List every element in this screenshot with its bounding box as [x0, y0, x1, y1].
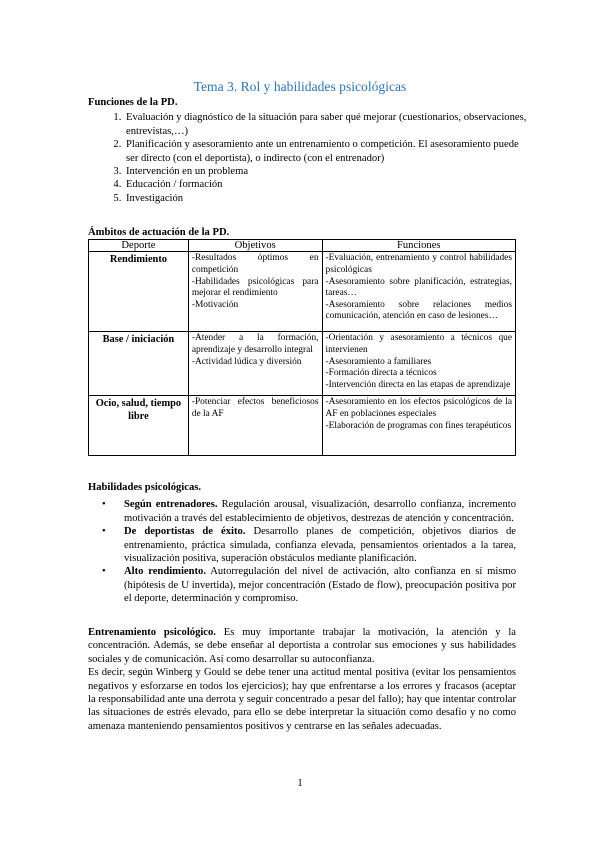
funcion-item: 4. Educación / formación: [124, 178, 528, 191]
page-title: Tema 3. Rol y habilidades psicológicas: [193, 79, 407, 94]
header-deporte: Deporte: [89, 240, 189, 252]
entrenamiento-section: [88, 626, 516, 733]
table-header-row: [89, 240, 516, 252]
funcion-item: 2. Planificación y asesoramiento ante un entrenamiento o competición. El asesoramiento puede ser directo (con el deportista), o indirecto (con el entrenador): [124, 138, 528, 165]
habilidad-lead: Según entrenadores.: [124, 499, 218, 511]
habilidad-text: Desarrollo planes de competición, objetivos diarios de entrenamiento, práctica simulada, confianza elevada, pensamientos orientados a la tarea, visualización positiva, superación obstáculos mediante planificación.: [124, 526, 516, 565]
habilidad-item: [112, 565, 516, 605]
funcion-item: 3. Intervención en un problema: [124, 165, 528, 178]
ambitos-table: [88, 239, 516, 456]
cell-funciones: -Evaluación, entrenamiento y control habilidades psicológicas -Asesoramiento sobre planificación, estrategias, tareas… -Asesoramiento sobre relaciones medios comunicación, atención en caso de lesiones…: [322, 252, 515, 332]
habilidad-lead: Alto rendimiento.: [124, 566, 206, 578]
table-row: [89, 252, 516, 332]
entrenamiento-lead: Entrenamiento psicológico.: [88, 627, 216, 638]
page-number: 1: [297, 778, 303, 789]
funcion-item: 1. Evaluación y diagnóstico de la situación para saber qué mejorar (cuestionarios, observaciones, entrevistas,…): [124, 111, 528, 138]
funciones-list: [88, 111, 528, 205]
cell-deporte: Base / iniciación: [89, 332, 189, 396]
habilidades-heading: Habilidades psicológicas.: [88, 482, 202, 493]
entrenamiento-paragraph-2: Es decir, según Winberg y Gould se debe tener una actitud mental positiva (evitar los pensamientos negativos y esforzarse en todos los ejercicios); hay que enfrentarse a los errores y fracasos (aceptar la responsabilidad ante una derrota y seguir concentrado a pesar del fallo); hay que intentar controlar las situaciones de estrés elevado, para ello se debe interpretar la situación como desafío y no como amenaza manteniendo pensamientos positivos y centrarse en las señales adecuadas.: [88, 667, 516, 732]
table-row: [89, 396, 516, 456]
habilidades-list: [88, 498, 516, 605]
habilidad-item: [112, 525, 516, 565]
cell-objetivos: -Resultados óptimos en competición -Habilidades psicológicas para mejorar el rendimiento -Motivación: [188, 252, 322, 332]
habilidad-lead: De deportistas de éxito.: [124, 526, 246, 538]
habilidad-item: [112, 498, 516, 525]
cell-funciones: -Asesoramiento en los efectos psicológicos de la AF en poblaciones especiales -Elaboración de programas con fines terapéuticos: [322, 396, 515, 456]
habilidades-section: [88, 481, 516, 606]
cell-deporte: Ocio, salud, tiempo libre: [89, 396, 189, 456]
entrenamiento-text-1: Es muy importante trabajar la motivación, la atención y la concentración. Además, se debe enseñar al deportista a controlar sus emociones y sus habilidades sociales y de comunicación. Así como desarrollar su autoconfianza.: [88, 627, 516, 665]
cell-objetivos: -Atender a la formación, aprendizaje y desarrollo integral -Actividad lúdica y diversión: [188, 332, 322, 396]
entrenamiento-paragraph-1: [88, 626, 516, 666]
table-row: [89, 332, 516, 396]
funcion-item: 5. Investigación: [124, 192, 528, 205]
funciones-section: [88, 96, 528, 205]
funciones-heading: Funciones de la PD.: [88, 97, 178, 108]
cell-deporte: Rendimiento: [89, 252, 189, 332]
header-objetivos: Objetivos: [188, 240, 322, 252]
habilidad-text: Autorregulación del nivel de activación, alto confianza en sí mismo (hipótesis de U invertida), mejor concentración (Estado de flow), preocupación positiva por el deporte, determinación y compromiso.: [124, 566, 516, 605]
ambitos-heading: Ámbitos de actuación de la PD.: [88, 227, 230, 238]
cell-objetivos: -Potenciar efectos beneficiosos de la AF: [188, 396, 322, 456]
habilidad-text: Regulación arousal, visualización, desarrollo confianza, incremento motivación a través del establecimiento de objetivos, destrezas de atención y concentración.: [124, 499, 516, 524]
ambitos-section: [88, 226, 528, 456]
cell-funciones: -Orientación y asesoramiento a técnicos que intervienen -Asesoramiento a familiares -Formación directa a técnicos -Intervención directa en las etapas de aprendizaje: [322, 332, 515, 396]
header-funciones: Funciones: [322, 240, 515, 252]
